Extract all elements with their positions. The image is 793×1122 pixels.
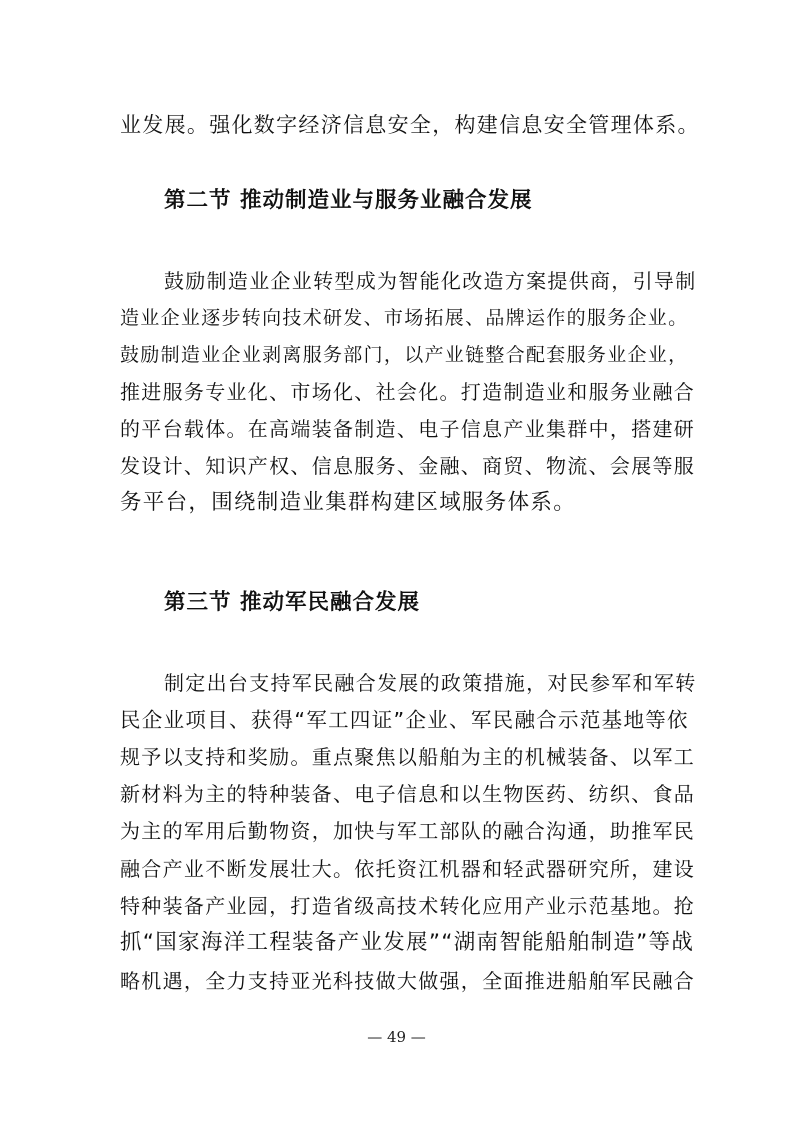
paragraph-line: 融合产业不断发展壮大。依托资江机器和轻武器研究所，建设 — [120, 857, 696, 881]
paragraph-line: 规予以支持和奖励。重点聚焦以船舶为主的机械装备、以军工 — [120, 745, 696, 769]
paragraph-line: 特种装备产业园，打造省级高技术转化应用产业示范基地。抢 — [120, 894, 696, 918]
paragraph-line: 造业企业逐步转向技术研发、市场拓展、品牌运作的服务企业。 — [120, 307, 689, 329]
paragraph-line: 的平台载体。在高端装备制造、电子信息产业集群中，搭建研 — [120, 417, 696, 441]
paragraph-line: 民企业项目、获得“军工四证”企业、军民融合示范基地等依 — [120, 708, 689, 732]
page-number: — 49 — — [367, 1028, 426, 1046]
paragraph-line: 推进服务专业化、市场化、社会化。打造制造业和服务业融合 — [120, 380, 696, 404]
paragraph-line: 发设计、知识产权、信息服务、金融、商贸、物流、会展等服 — [120, 454, 696, 478]
paragraph-line: 鼓励制造业企业转型成为智能化改造方案提供商，引导制 — [164, 269, 697, 293]
paragraph-line: 为主的军用后勤物资，加快与军工部队的融合沟通，助推军民 — [120, 819, 696, 843]
paragraph-line: 鼓励制造业企业剥离服务部门，以产业链整合配套服务业企业， — [120, 344, 689, 366]
section-heading: 第三节 推动军民融合发展 — [164, 590, 420, 615]
paragraph-line: 抓“国家海洋工程装备产业发展”“湖南智能船舶制造”等战 — [120, 930, 695, 955]
paragraph-line: 新材料为主的特种装备、电子信息和以生物医药、纺织、食品 — [120, 782, 696, 806]
section-heading: 第二节 推动制造业与服务业融合发展 — [164, 188, 533, 213]
paragraph-line: 制定出台支持军民融合发展的政策措施，对民参军和军转 — [164, 671, 697, 695]
paragraph-line: 务平台，围绕制造业集群构建区域服务体系。 — [120, 490, 577, 515]
paragraph-line: 业发展。强化数字经济信息安全，构建信息安全管理体系。 — [120, 113, 700, 137]
paragraph-line: 略机遇，全力支持亚光科技做大做强，全面推进船舶军民融合 — [120, 969, 696, 993]
